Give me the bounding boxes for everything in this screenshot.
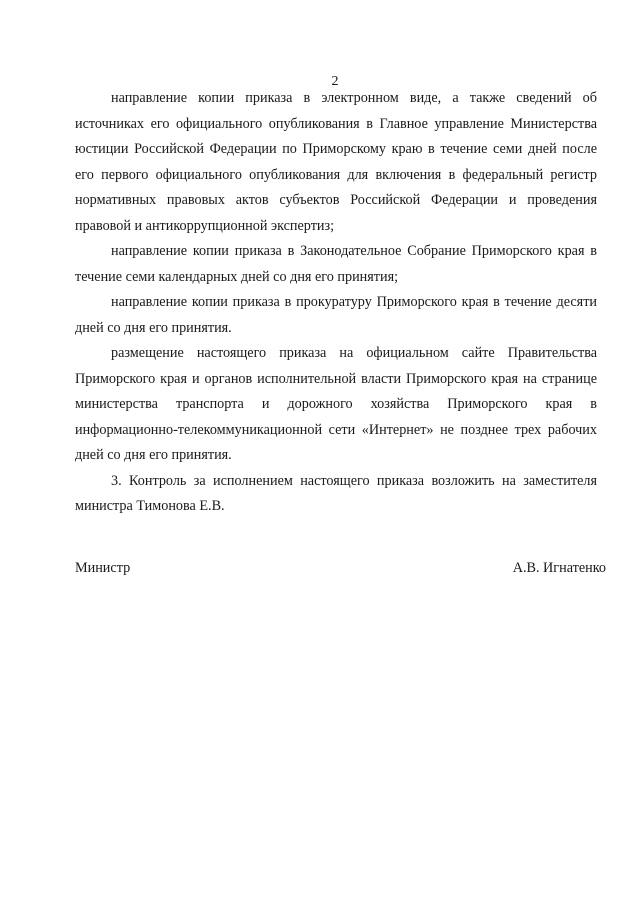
signatory-name: А.В. Игнатенко	[512, 560, 606, 576]
document-body	[75, 86, 597, 520]
page-number: 2	[331, 74, 339, 89]
paragraph-control-clause: 3. Контроль за исполнением настоящего приказа возложить на заместителя министра Тимонова Е.В.	[75, 472, 597, 514]
paragraph-prosecutor-submission: направление копии приказа в прокуратуру Приморского края в течение десяти дней со дня его принятия.	[75, 294, 597, 336]
paragraph-legislative-assembly-submission: направление копии приказа в Законодательное Собрание Приморского края в течение семи календарных дней со дня его принятия;	[75, 243, 597, 285]
paragraph-website-publication: размещение настоящего приказа на официальном сайте Правительства Приморского края и органов исполнительной власти Приморского края на странице министерства транспорта и дорожного хозяйства Приморского края в информационно-телекоммуникационной сети «Интернет» не позднее трех рабочих дней со дня его принятия.	[75, 345, 597, 463]
paragraph-justice-ministry-submission: направление копии приказа в электронном виде, а также сведений об источниках его официального опубликования в Главное управление Министерства юстиции Российской Федерации по Приморскому краю в течение семи дней после его первого официального опубликования для включения в федеральный регистр нормативных правовых актов субъектов Российской Федерации и проведения правовой и антикоррупционной экспертиз;	[75, 90, 597, 234]
signatory-title: Министр	[75, 560, 131, 576]
